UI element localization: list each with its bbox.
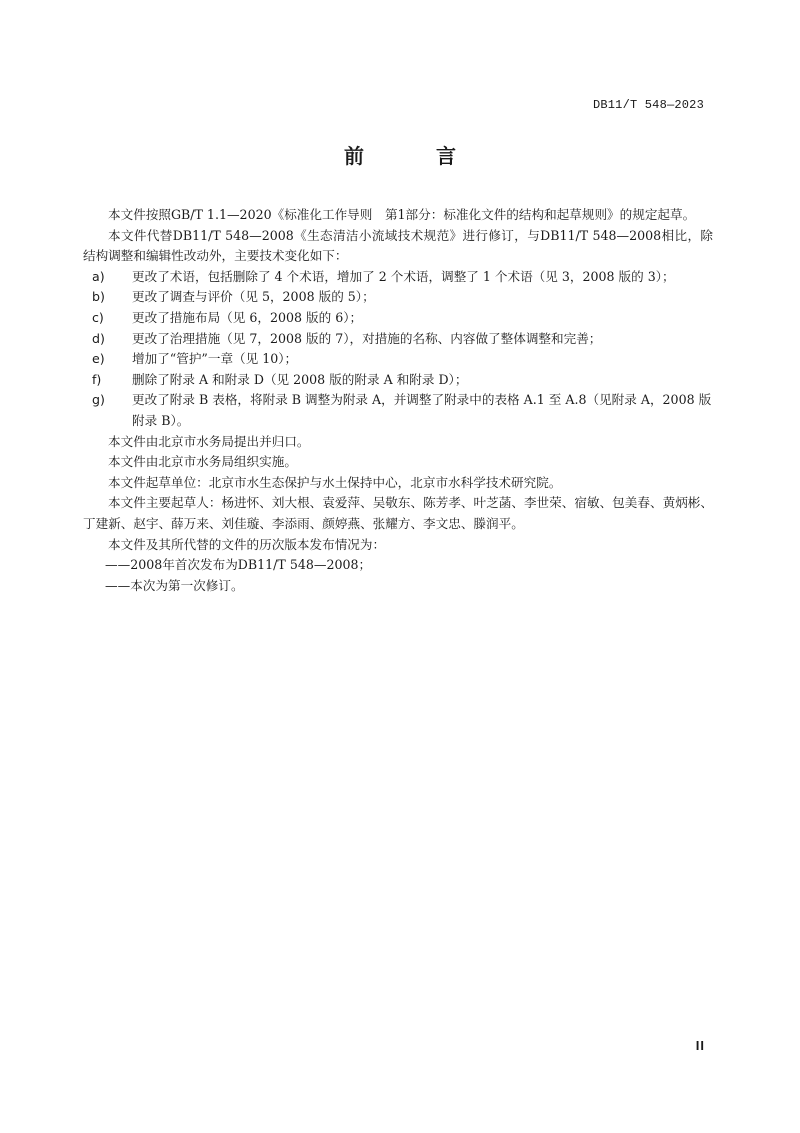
paragraph-proposer: 本文件由北京市水务局提出并归口。	[108, 433, 310, 449]
list-marker: a)	[92, 268, 105, 284]
list-marker: g)	[92, 392, 105, 408]
paragraph-organizer: 本文件由北京市水务局组织实施。	[108, 454, 297, 470]
history-item: ——本次为第一次修订。	[105, 577, 244, 593]
list-item	[92, 349, 713, 370]
list-marker: e)	[92, 351, 105, 367]
changes-list	[83, 267, 713, 432]
foreword-body	[83, 205, 713, 596]
paragraph-history-intro: 本文件及其所代替的文件的历次版本发布情况为：	[108, 536, 386, 552]
paragraph-replacement: 本文件代替DB11/T 548—2008《生态清洁小流域技术规范》进行修订，与DB11/T 548—2008相比，除结构调整和编辑性改动外，主要技术变化如下：	[83, 227, 713, 264]
list-text: 更改了术语，包括删除了 4 个术语，增加了 2 个术语，调整了 1 个术语（见 3，2008 版的 3）；	[132, 268, 675, 284]
list-item	[92, 329, 713, 350]
list-text: 更改了附录 B 表格，将附录 B 调整为附录 A，并调整了附录中的表格 A.1 至 A.8（见附录 A，2008 版附录 B）。	[132, 392, 712, 428]
list-text: 更改了调查与评价（见 5，2008 版的 5）；	[132, 289, 375, 305]
list-text: 更改了治理措施（见 7，2008 版的 7），对措施的名称、内容做了整体调整和完善；	[132, 330, 602, 346]
list-item	[92, 287, 713, 308]
list-marker: f)	[92, 371, 102, 387]
list-text: 删除了附录 A 和附录 D（见 2008 版的附录 A 和附录 D）；	[132, 371, 468, 387]
list-text: 更改了措施布局（见 6，2008 版的 6）；	[132, 309, 363, 325]
list-item	[92, 267, 713, 288]
list-item	[92, 308, 713, 329]
list-marker: d)	[92, 330, 105, 346]
list-item	[92, 390, 713, 431]
list-item	[92, 370, 713, 391]
history-item: ——2008年首次发布为DB11/T 548—2008；	[105, 557, 372, 573]
page-title: 前 言	[344, 144, 482, 168]
document-code: DB11/T 548—2023	[592, 98, 704, 112]
paragraph-basis: 本文件按照GB/T 1.1—2020《标准化工作导则 第1部分：标准化文件的结构和起草规则》的规定起草。	[108, 207, 696, 222]
list-marker: b)	[92, 289, 105, 305]
paragraph-drafting-units: 本文件起草单位：北京市水生态保护与水土保持中心，北京市水科学技术研究院。	[108, 474, 562, 490]
page-number: II	[695, 1038, 705, 1053]
list-text: 增加了“管护”一章（见 10）；	[132, 351, 298, 367]
list-marker: c)	[92, 309, 104, 325]
paragraph-drafters: 本文件主要起草人：杨进怀、刘大根、袁爱萍、吴敬东、陈芳孝、叶芝菡、李世荣、宿敏、包美春、黄炳彬、丁建新、赵宇、薛万来、刘佳璇、李添雨、颜婷燕、张耀方、李文忠、滕润平。	[83, 495, 713, 531]
